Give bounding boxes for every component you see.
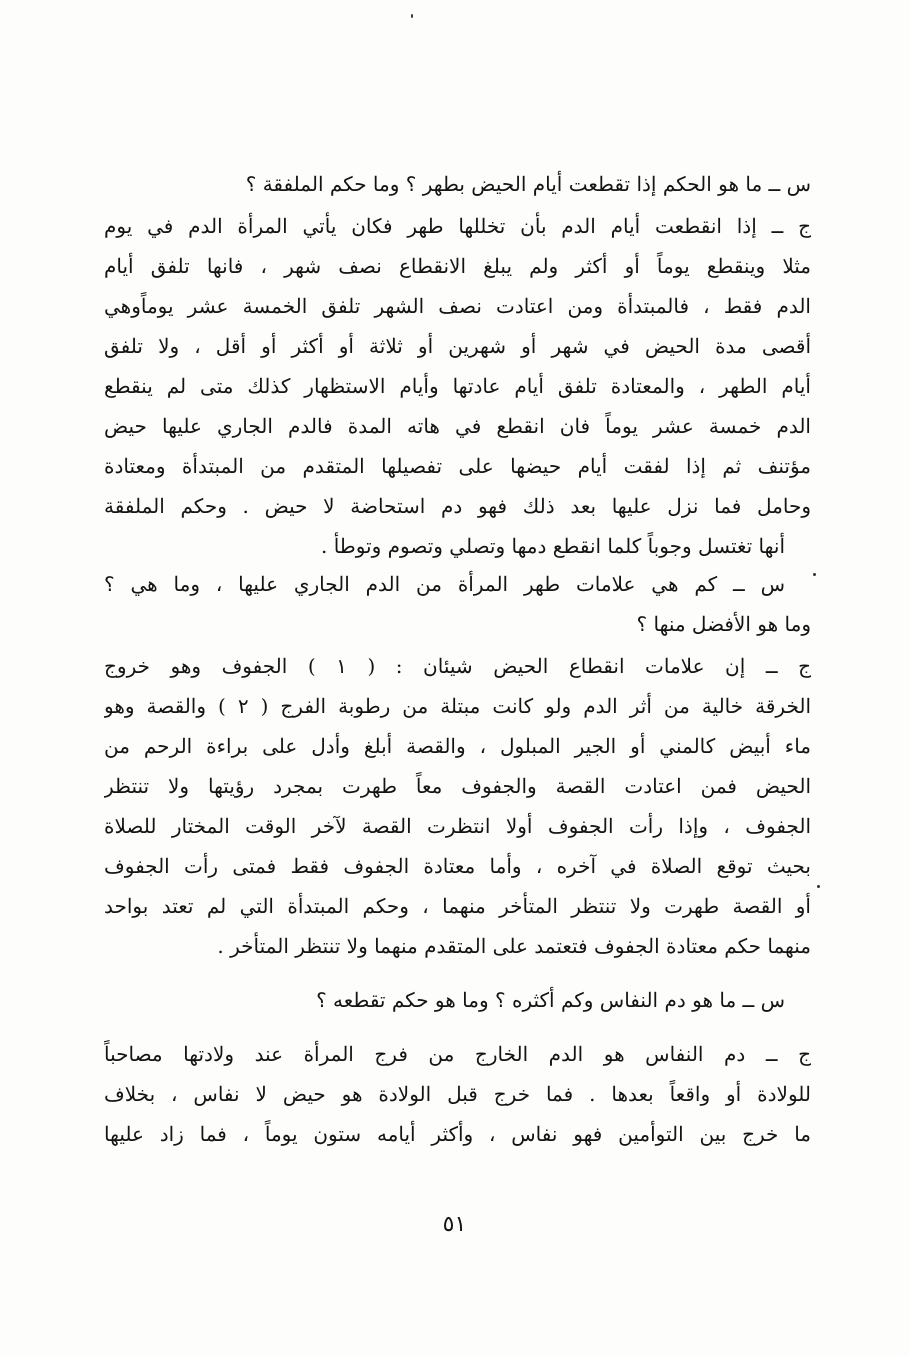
question-block xyxy=(104,564,811,644)
answer-line: مثلا وينقطع يوماً أو أكثر ولم يبلغ الانقطاع نصف شهر ، فانها تلفق أيام xyxy=(104,254,811,278)
question-line: س ــ ما هو الحكم إذا تقطعت أيام الحيض بطهر ؟ وما حكم الملفقة ؟ xyxy=(245,172,811,196)
answer-line: أنها تغتسل وجوباً كلما انقطع دمها وتصلي وتصوم وتوطأ . xyxy=(321,534,785,558)
answer-block xyxy=(104,1034,811,1154)
answer-line: الجفوف ، وإذا رأت الجفوف أولا انتظرت القصة لآخر الوقت المختار للصلاة xyxy=(104,814,811,838)
answer-line: ما خرج بين التوأمين فهو نفاس ، وأكثر أيامه ستون يوماً ، فما زاد عليها xyxy=(104,1122,811,1146)
answer-line: أو القصة طهرت ولا تنتظر المتأخر منهما ، وحكم المبتدأة التي لم تعتد بواحد xyxy=(104,894,811,918)
answer-line: ماء أبيض كالمني أو الجير المبلول ، والقصة أبلغ وأدل على براءة الرحم من xyxy=(104,734,811,758)
answer-line: أقصى مدة الحيض في شهر أو شهرين أو ثلاثة أو أكثر أو أقل ، ولا تلفق xyxy=(104,334,811,358)
answer-line: ج ــ دم النفاس هو الدم الخارج من فرج المرأة عند ولادتها مصاحباً xyxy=(104,1042,811,1066)
answer-line: الخرقة خالية من أثر الدم ولو كانت مبتلة من رطوبة الفرج ( ٢ ) والقصة وهو xyxy=(104,694,811,718)
answer-line: أيام الطهر ، والمعتادة تلفق أيام عادتها وأيام الاستظهار كذلك متى لم ينقطع xyxy=(104,374,811,398)
page-body xyxy=(104,164,811,1154)
answer-block xyxy=(104,646,811,966)
question-block xyxy=(104,980,811,1020)
scan-speck xyxy=(813,573,816,576)
answer-line: ج ــ إذا انقطعت أيام الدم بأن تخللها طهر فكان يأتي المرأة الدم في يوم xyxy=(104,214,811,238)
answer-line: الحيض فمن اعتادت القصة والجفوف معاً طهرت بمجرد رؤيتها ولا تنتظر xyxy=(104,774,811,798)
question-block xyxy=(104,164,811,204)
scan-speck xyxy=(411,14,413,18)
answer-line: ج ــ إن علامات انقطاع الحيض شيئان : ( ١ ) الجفوف وهو خروج xyxy=(104,654,811,678)
question-line: وما هو الأفضل منها ؟ xyxy=(636,612,811,636)
answer-line: الدم خمسة عشر يوماً فان انقطع في هاته المدة فالدم الجاري عليها حيض xyxy=(104,414,811,438)
answer-line: وحامل فما نزل عليها بعد ذلك فهو دم استحاضة لا حيض . وحكم الملفقة xyxy=(104,494,811,518)
question-line: س ــ ما هو دم النفاس وكم أكثره ؟ وما هو حكم تقطعه ؟ xyxy=(316,988,785,1012)
answer-block xyxy=(104,206,811,566)
answer-line: مؤتنف ثم إذا لفقت أيام حيضها على تفصيلها المتقدم من المبتدأة ومعتادة xyxy=(104,454,811,478)
answer-line: بحيث توقع الصلاة في آخره ، وأما معتادة الجفوف فقط فمتى رأت الجفوف xyxy=(104,854,811,878)
question-line: س ــ كم هي علامات طهر المرأة من الدم الجاري عليها ، وما هي ؟ xyxy=(104,572,785,596)
answer-line: للولادة أو واقعاً بعدها . فما خرج قبل الولادة هو حيض لا نفاس ، بخلاف xyxy=(104,1082,811,1106)
page-number: ٥١ xyxy=(442,1212,467,1237)
answer-line: منهما حكم معتادة الجفوف فتعتمد على المتقدم منهما ولا تنتظر المتأخر . xyxy=(217,934,811,958)
scan-speck xyxy=(817,885,820,888)
answer-line: الدم فقط ، فالمبتدأة ومن اعتادت نصف الشهر تلفق الخمسة عشر يوماًوهي xyxy=(104,294,811,318)
